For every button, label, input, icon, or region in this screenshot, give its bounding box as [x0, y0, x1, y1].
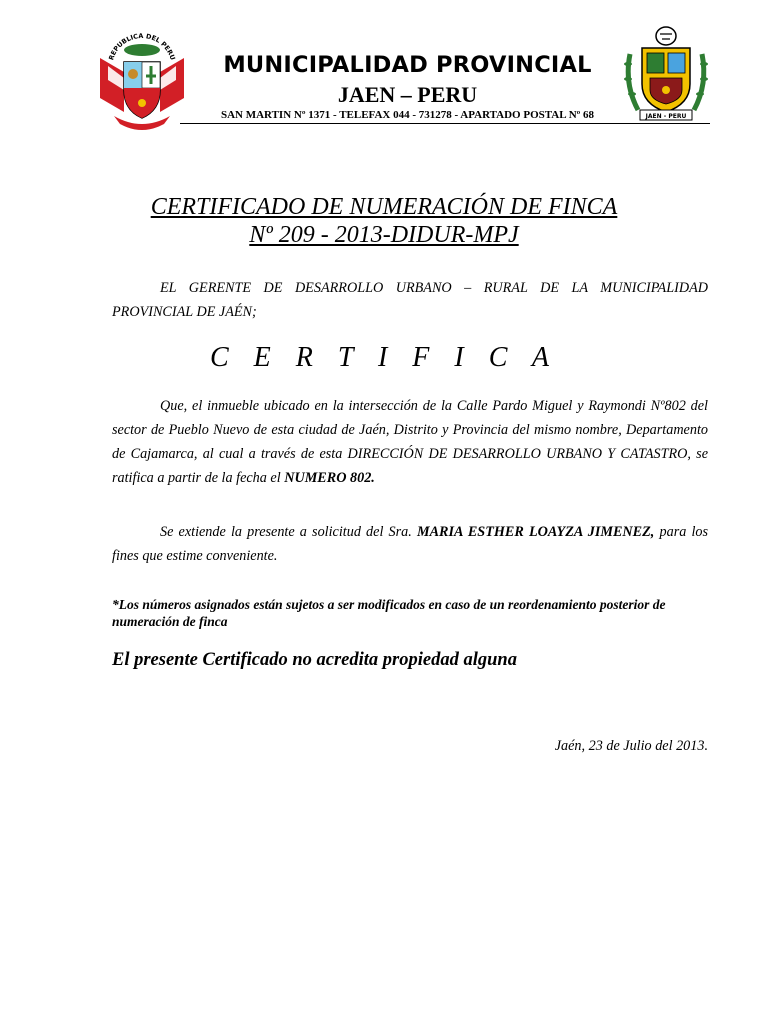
ownership-disclaimer: El presente Certificado no acredita propiedad alguna — [112, 650, 517, 670]
intro-paragraph: EL GERENTE DE DESARROLLO URBANO – RURAL DE LA MUNICIPALIDAD PROVINCIAL DE JAÉN; — [112, 280, 708, 320]
certifica-heading: C E R T I F I C A — [210, 342, 558, 373]
body-paragraph-1 — [112, 394, 708, 490]
header-divider — [180, 123, 710, 124]
applicant-name: MARIA ESTHER LOAYZA JIMENEZ, — [416, 524, 655, 540]
municipality-address: SAN MARTIN Nº 1371 - TELEFAX 044 - 731278 - APARTADO POSTAL Nº 68 — [220, 109, 595, 121]
left-seal-text: REPUBLICA DEL PERU — [107, 31, 177, 62]
peru-coat-of-arms-icon — [94, 28, 190, 134]
body-paragraph-2 — [112, 520, 708, 568]
issue-date: Jaén, 23 de Julio del 2013. — [554, 738, 708, 754]
right-seal-text: JAEN - PERU — [645, 113, 687, 120]
jaen-municipal-seal-icon — [620, 24, 712, 124]
certificate-number: Nº 209 - 2013-DIDUR-MPJ — [249, 222, 519, 248]
body-paragraph-2-text: Se extiende la presente a solicitud del Sra. — [160, 524, 412, 540]
municipality-name: MUNICIPALIDAD PROVINCIAL — [223, 52, 592, 78]
finca-number: NUMERO 802. — [284, 470, 375, 486]
municipality-city: JAEN – PERU — [337, 82, 478, 107]
body-paragraph-1-text: Que, el inmueble ubicado en la intersección de la Calle Pardo Miguel y Raymondi Nº802 del sector de Pueblo Nuevo de esta ciudad de Jaén, Distrito y Provincia del mismo nombre, Departamento de Cajamarca, al cual a través de esta DIRECCIÓN DE DESARROLLO URBANO Y CATASTRO, se ratifica a partir de la fecha el — [112, 398, 708, 486]
body-paragraph-2-end: para los fines que estime conveniente. — [112, 524, 709, 564]
numbering-note: *Los números asignados están sujetos a ser modificados en caso de un reordenamiento posterior de numeración de finca — [112, 597, 666, 629]
certificate-title: CERTIFICADO DE NUMERACIÓN DE FINCA — [150, 194, 618, 220]
